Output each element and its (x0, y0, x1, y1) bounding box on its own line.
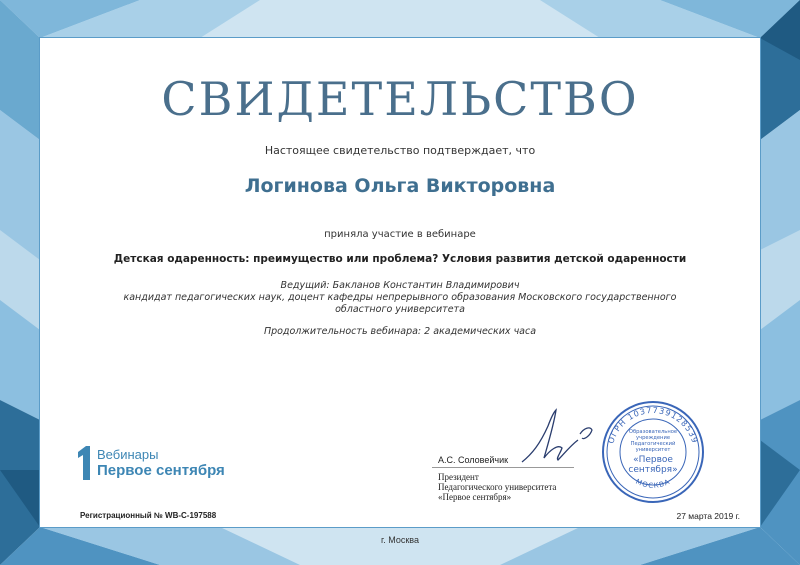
logo-numeral-one-icon (74, 446, 92, 480)
recipient-name: Логинова Ольга Викторовна (244, 175, 556, 197)
webinar-host: Ведущий: Бакланов Константин Владимирович (280, 280, 520, 291)
handwritten-signature (518, 404, 608, 472)
signatory-position-line: Педагогического университета (438, 482, 557, 492)
signature-line (432, 467, 574, 468)
stamp-center-line: учреждение (635, 435, 671, 441)
issue-city: г. Москва (381, 535, 419, 545)
signatory-position-line: Президент (438, 472, 479, 482)
stamp-ring-top-text: ОГРН 1037739128539 (606, 405, 700, 445)
stamp-center-line: сентября» (628, 465, 678, 475)
participation-text: приняла участие в вебинаре (324, 229, 476, 240)
registration-number: Регистрационный № WB-C-197588 (80, 511, 217, 520)
stamp-center-line: Образовательное (628, 429, 678, 435)
host-credentials: кандидат педагогических наук, доцент кафедры непрерывного образования Московского государственного областного университета (123, 292, 677, 315)
certificate-title: СВИДЕТЕЛЬСТВО (161, 72, 639, 126)
stamp-center-line: университет (635, 447, 671, 453)
signatory-position (438, 472, 598, 502)
logo-line-2: Первое сентября (97, 462, 225, 479)
stamp-center-line: Педагогический (630, 441, 676, 447)
stamp-ring-bottom-text: МОСКВА (634, 477, 672, 490)
official-stamp (598, 396, 708, 508)
webinars-logo (74, 446, 244, 486)
signatory-name: А.С. Соловейчик (438, 455, 509, 465)
svg-text:МОСКВА (634, 478, 671, 490)
webinar-topic: Детская одаренность: преимущество или проблема? Условия развития детской одаренности (113, 253, 687, 265)
stamp-center-line: «Первое (633, 455, 673, 465)
webinar-duration: Продолжительность вебинара: 2 академических часа (263, 326, 537, 337)
signatory-position-line: «Первое сентября» (438, 492, 512, 502)
logo-line-1: Вебинары (97, 447, 159, 462)
intro-text: Настоящее свидетельство подтверждает, что (264, 144, 536, 157)
issue-date: 27 марта 2019 г. (676, 511, 740, 521)
